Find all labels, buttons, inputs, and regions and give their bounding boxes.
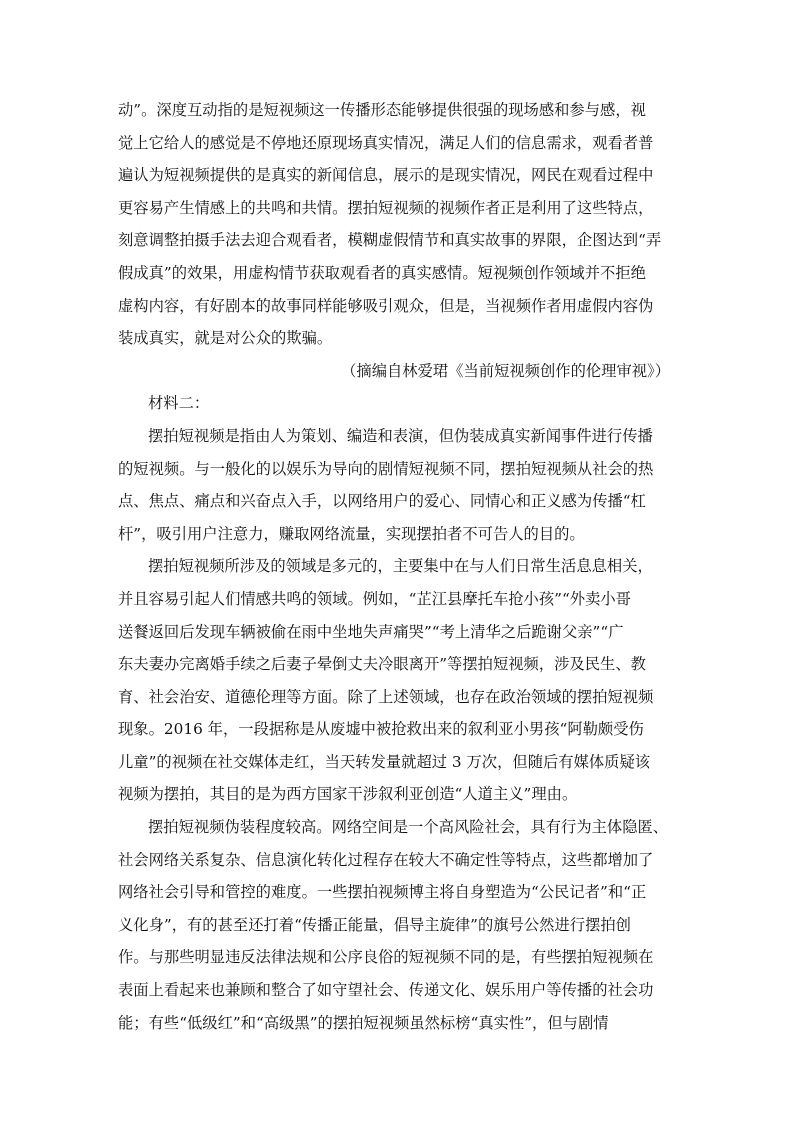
text-line: 义化身”，有的甚至还打着“传播正能量，倡导主旋律”的旗号公然进行摆拍创 xyxy=(118,915,631,934)
text-line: 视频为摆拍，其目的是为西方国家干涉叙利亚创造“人道主义”理由。 xyxy=(118,785,578,804)
text-line: 现象。2016 年，一段据称是从废墟中被抢救出来的叙利亚小男孩“阿勒颇受伤 xyxy=(118,720,644,739)
text-line: 动”。深度互动指的是短视频这一传播形态能够提供很强的现场感和参与感，视 xyxy=(118,101,646,119)
source-citation: （摘编自林爱珺《当前短视频创作的伦理审视》） xyxy=(341,361,670,380)
text-line: 更容易产生情感上的共鸣和共情。摆拍短视频的视频作者正是利用了这些特点， xyxy=(118,198,654,217)
text-line: 摆拍短视频所涉及的领域是多元的，主要集中在与人们日常生活息息相关， xyxy=(148,557,653,576)
section-heading: 材料二： xyxy=(148,394,210,413)
text-line: 的短视频。与一般化的以娱乐为导向的剧情短视频不同，摆拍短视频从社会的热 xyxy=(118,459,654,478)
text-line: 杆”，吸引用户注意力，赚取网络流量，实现摆拍者不可告人的目的。 xyxy=(118,524,585,543)
text-line: 社会网络关系复杂、信息演化转化过程存在较大不确定性等特点，这些都增加了 xyxy=(118,850,654,869)
text-line: 育、社会治安、道德伦理等方面。除了上述领域，也存在政治领域的摆拍短视频 xyxy=(118,687,654,706)
text-line: 摆拍短视频伪装程度较高。网络空间是一个高风险社会，具有行为主体隐匿、 xyxy=(148,818,669,837)
text-line: 觉上它给人的感觉是不停地还原现场真实情况，满足人们的信息需求，观看者普 xyxy=(118,133,654,152)
text-line: 能；有些“低级红”和“高级黑”的摆拍短视频虽然标榜“真实性”，但与剧情 xyxy=(118,1013,609,1032)
body-text xyxy=(118,94,678,1039)
text-line: 作。与那些明显违反法律法规和公序良俗的短视频不同的是，有些摆拍短视频在 xyxy=(118,948,654,967)
text-line: 儿童”的视频在社交媒体走红，当天转发量就超过 3 万次，但随后有媒体质疑该 xyxy=(118,752,651,771)
text-line: 假成真”的效果，用虚构情节获取观看者的真实感情。短视频创作领域并不拒绝 xyxy=(118,263,646,282)
text-line: 点、焦点、痛点和兴奋点入手，以网络用户的爱心、同情心和正义感为传播“杠 xyxy=(118,492,646,511)
text-line: 摆拍短视频是指由人为策划、编造和表演，但伪装成真实新闻事件进行传播 xyxy=(148,426,653,445)
text-line: 刻意调整拍摄手法去迎合观看者，模糊虚假情节和真实故事的界限，企图达到“弄 xyxy=(118,231,662,250)
text-line: 虚构内容，有好剧本的故事同样能够吸引观众，但是，当视频作者用虚假内容伪 xyxy=(118,296,654,315)
text-line: 遍认为短视频提供的是真实的新闻信息，展示的是现实情况，网民在观看过程中 xyxy=(118,166,654,185)
text-line: 东夫妻办完离婚手续之后妻子晕倒丈夫冷眼离开”等摆拍短视频，涉及民生、教 xyxy=(118,655,646,674)
text-line: 网络社会引导和管控的难度。一些摆拍视频博主将自身塑造为“公民记者”和“正 xyxy=(118,883,647,902)
text-line: 装成真实，就是对公众的欺骗。 xyxy=(118,329,333,348)
text-line: 并且容易引起人们情感共鸣的领域。例如，“芷江县摩托车抢小孩”“外卖小哥 xyxy=(118,589,631,608)
text-line: 送餐返回后发现车辆被偷在雨中坐地失声痛哭”“考上清华之后跪谢父亲”“广 xyxy=(118,622,624,641)
text-line: 表面上看起来也兼顾和整合了如守望社会、传递文化、娱乐用户等传播的社会功 xyxy=(118,981,654,1000)
